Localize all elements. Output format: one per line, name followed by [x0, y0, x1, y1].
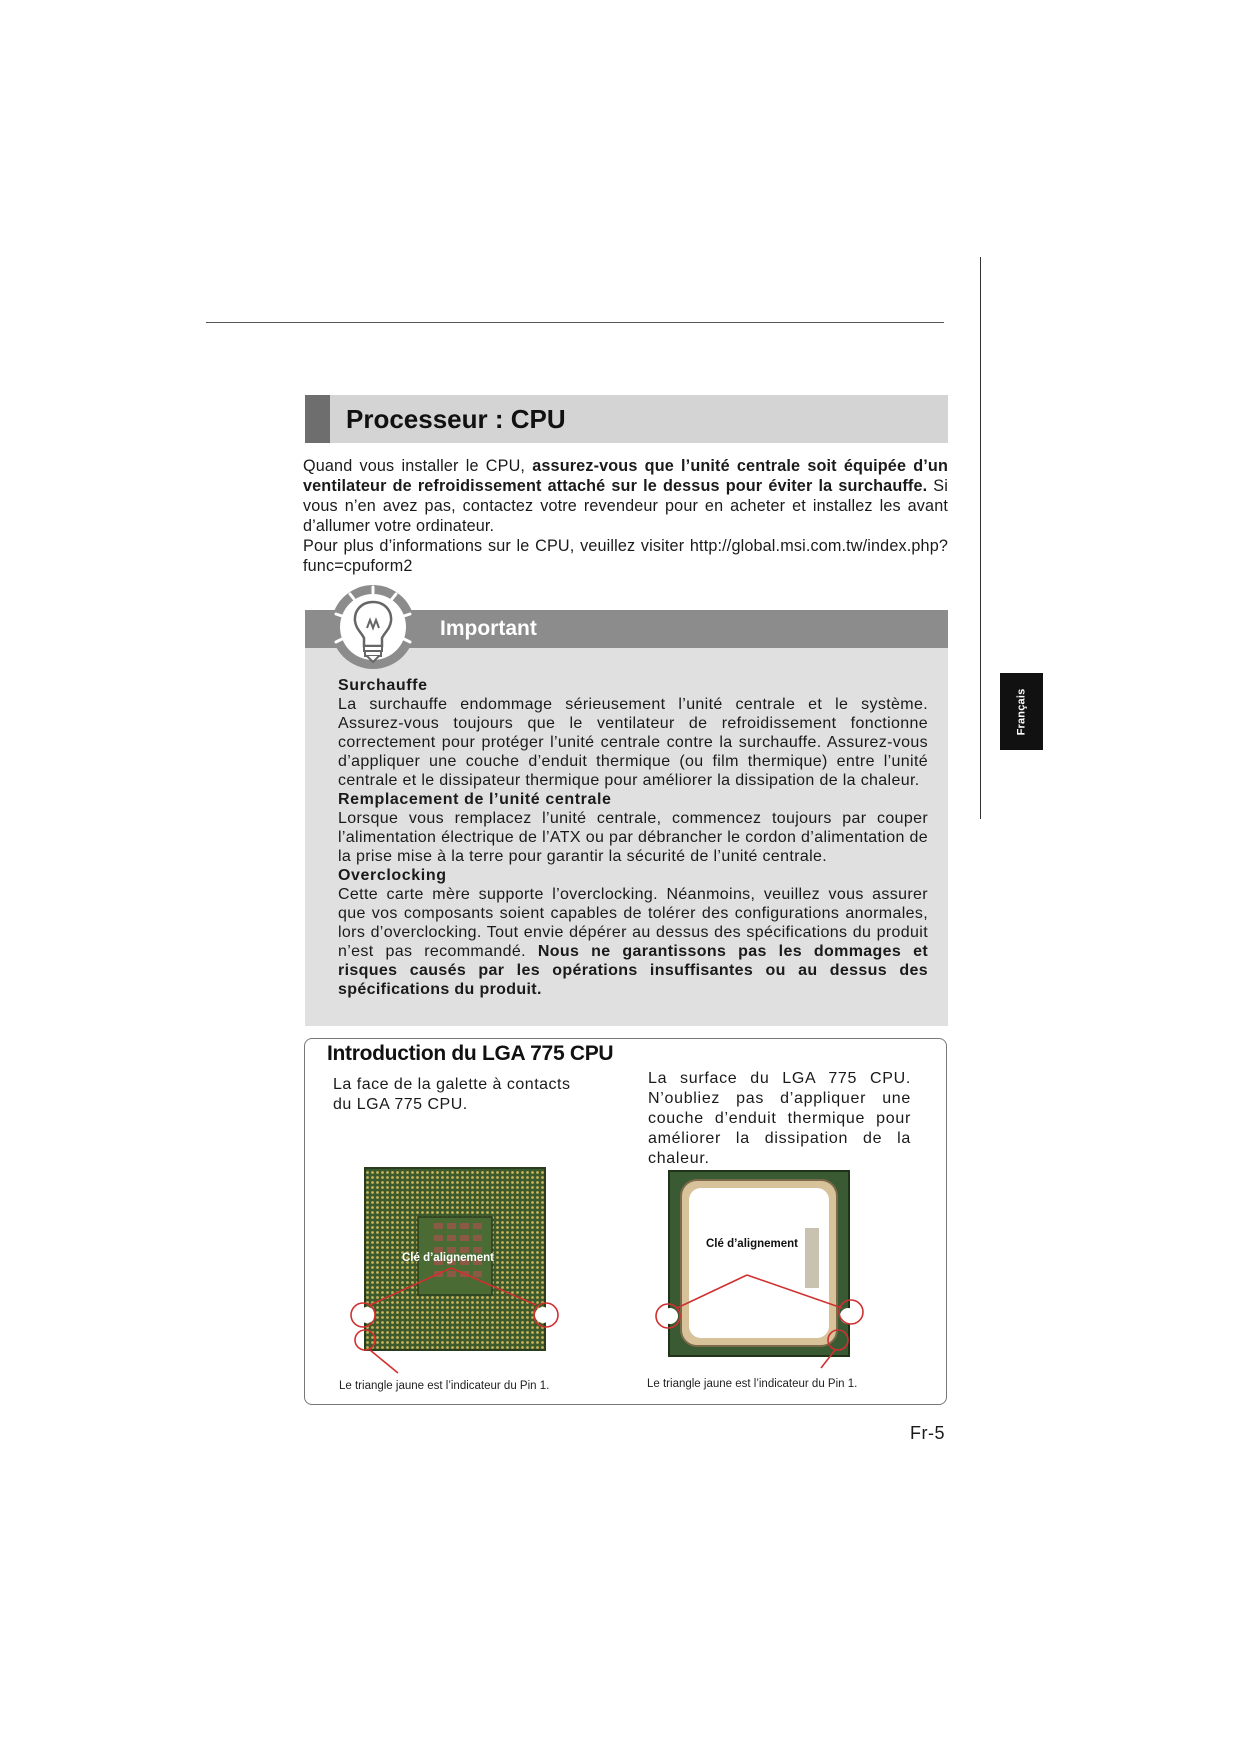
margin-rule — [980, 257, 981, 819]
cpu-surface-image — [655, 1168, 865, 1373]
important-item-text: Lorsque vous remplacez l’unité centrale, commencez toujours par couper l’alimentation électrique de l’ATX ou par débrancher le cordon d’alimentation de la prise mise à la terre pour garantir la sécurité de l’unité centrale. — [338, 810, 928, 865]
page-number: Fr-5 — [910, 1423, 945, 1443]
intro-text — [303, 456, 948, 576]
header-rule — [206, 322, 944, 323]
intro-warning: assurez-vous que l’unité centrale soit équipée d’un ventilateur de refroidissement attaché sur le dessus pour éviter la surchauffe. — [303, 457, 949, 495]
alignment-key-label: Clé d’alignement — [401, 1252, 495, 1264]
language-tab — [1000, 673, 1043, 750]
lga-right-description — [648, 1069, 911, 1169]
important-item-text — [338, 885, 928, 999]
lga-right-description-text: La surface du LGA 775 CPU. N’oubliez pas d’appliquer une couche d’enduit thermique pour améliorer la dissipation de la chaleur. — [648, 1070, 911, 1167]
section-title-bar — [305, 395, 948, 443]
intro-link-line: Pour plus d’informations sur le CPU, veuillez visiter http://global.msi.com.tw/index.php?func=cpuform2 — [303, 537, 948, 575]
lga-left-description-text: La face de la galette à contacts du LGA 775 CPU. — [333, 1076, 571, 1113]
pin1-caption: Le triangle jaune est l’indicateur du Pin 1. — [339, 1380, 550, 1392]
important-heading: Important — [440, 617, 537, 640]
section-title: Processeur : CPU — [346, 404, 566, 434]
title-marker — [305, 395, 330, 443]
lga-left-description — [333, 1075, 573, 1115]
overclocking-warning: Nous ne garantissons pas les dommages et risques causés par les opérations insuffisantes ou au dessus des spécifications du produit. — [338, 943, 929, 998]
language-tab-label: Français — [1015, 688, 1028, 735]
important-item-title: Overclocking — [338, 867, 447, 884]
cpu-contact-side-image — [350, 1165, 565, 1380]
intro-part1: Quand vous installer le CPU, — [303, 457, 533, 475]
important-item-title: Remplacement de l’unité centrale — [338, 791, 612, 808]
alignment-key-label: Clé d’alignement — [705, 1238, 799, 1250]
important-content — [338, 676, 928, 999]
pin1-caption: Le triangle jaune est l’indicateur du Pin 1. — [647, 1378, 858, 1390]
intro-part2: Si vous n’en avez pas, contactez votre revendeur pour en acheter et installez les avant d’allumer votre ordinateur. — [303, 477, 949, 535]
intro-paragraph — [303, 456, 948, 536]
lightbulb-icon — [330, 584, 416, 670]
overclocking-text: Cette carte mère supporte l’overclocking. Néanmoins, veuillez vous assurer que vos composants soient capables de tolérer des configurations anormales, lors d’overclocking. Tout envie dépérer au dessus des spécifications du produit n’est pas recommandé. — [338, 886, 928, 960]
important-item-title: Surchauffe — [338, 677, 428, 694]
lga-title: Introduction du LGA 775 CPU — [327, 1042, 614, 1065]
important-item-text: La surchauffe endommage sérieusement l’unité centrale et le système. Assurez-vous toujours que le ventilateur de refroidissement fonctionne correctement pour protéger l’unité centrale contre la surchauffe. Assurez-vous d’appliquer une couche d’enduit thermique (ou film thermique) entre l’unité centrale et le dissipateur thermique pour améliorer la dissipation de la chaleur. — [338, 696, 928, 789]
